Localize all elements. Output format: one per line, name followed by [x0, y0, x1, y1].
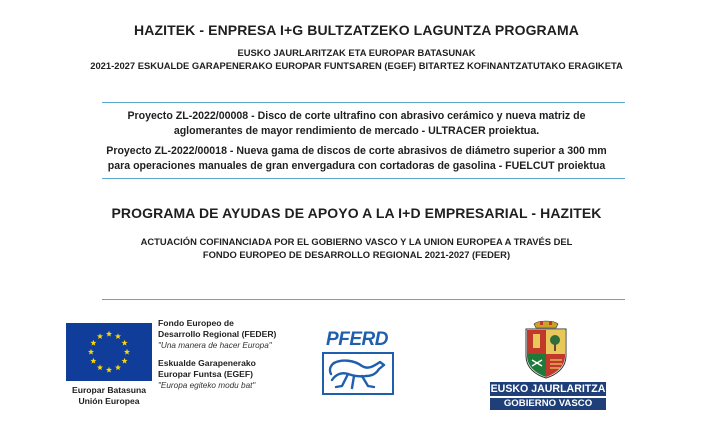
eu-star — [122, 340, 128, 346]
pferd-logo-text: PFERD — [326, 329, 388, 350]
eu-caption-eu: Europar Batasuna — [71, 385, 147, 395]
eu-star — [88, 349, 94, 355]
project-1-line-2: aglomerantes de mayor rendimiento de mercado - ULTRACER proiektua. — [173, 125, 540, 137]
divider-middle — [102, 178, 625, 179]
divider-top — [102, 102, 625, 103]
program-title: PROGRAMA DE AYUDAS DE APOYO A LA I+D EMPRESARIAL - HAZITEK — [111, 205, 602, 221]
basque-shield-icon — [520, 320, 572, 380]
eu-star — [90, 340, 96, 346]
feder-title-1: Fondo Europeo de — [158, 318, 234, 328]
eu-star — [115, 364, 121, 370]
divider-bottom — [102, 299, 625, 300]
project-2-line-1: Proyecto ZL-2022/00018 - Nueva gama de discos de corte abrasivos de diámetro superior a 300 mm — [106, 145, 607, 157]
program-line-1: ACTUACIÓN COFINANCIADA POR EL GOBIERNO VASCO Y LA UNION EUROPEA A TRAVÉS DEL — [140, 236, 573, 247]
basque-gov-label-eu: EUSKO JAURLARITZA — [490, 383, 606, 395]
feder-title-2: Desarrollo Regional (FEDER) — [158, 329, 277, 339]
eu-star — [106, 331, 112, 337]
egef-title-1: Eskualde Garapenerako — [158, 358, 256, 368]
eu-caption-es: Unión Europea — [78, 396, 140, 406]
eu-star — [97, 333, 103, 339]
eu-star — [90, 358, 96, 364]
pferd-horse-icon — [322, 352, 394, 395]
eu-star — [122, 358, 128, 364]
eu-star — [97, 364, 103, 370]
project-1-line-1: Proyecto ZL-2022/00008 - Disco de corte ultrafino con abrasivo cerámico y nueva matriz de — [127, 110, 586, 122]
feder-motto: "Una manera de hacer Europa" — [158, 341, 272, 350]
eu-star — [106, 367, 112, 373]
basque-gov-label-es: GOBIERNO VASCO — [490, 398, 606, 410]
program-line-2: FONDO EUROPEO DE DESARROLLO REGIONAL 2021-2027 (FEDER) — [202, 249, 511, 260]
project-2-line-2: para operaciones manuales de gran envergadura con cortadoras de gasolina - FUELCUT proiektua — [107, 160, 606, 172]
page-title: HAZITEK - ENPRESA I+G BULTZATZEKO LAGUNTZA PROGRAMA — [134, 22, 579, 38]
eu-star — [115, 333, 121, 339]
eu-stars-icon — [66, 323, 152, 381]
header-line-1: EUSKO JAURLARITZAK ETA EUROPAR BATASUNAK — [237, 47, 476, 58]
eu-star — [124, 349, 130, 355]
egef-motto: "Europa egiteko modu bat" — [158, 381, 256, 390]
pferd-logo — [318, 331, 396, 395]
header-line-2: 2021-2027 ESKUALDE GARAPENERAKO EUROPAR FUNTSAREN (EGEF) BITARTEZ KOFINANTZATUTAKO ERAGIKETA — [90, 60, 623, 71]
eu-flag-logo — [66, 323, 152, 381]
egef-title-2: Europar Funtsa (EGEF) — [158, 369, 254, 379]
